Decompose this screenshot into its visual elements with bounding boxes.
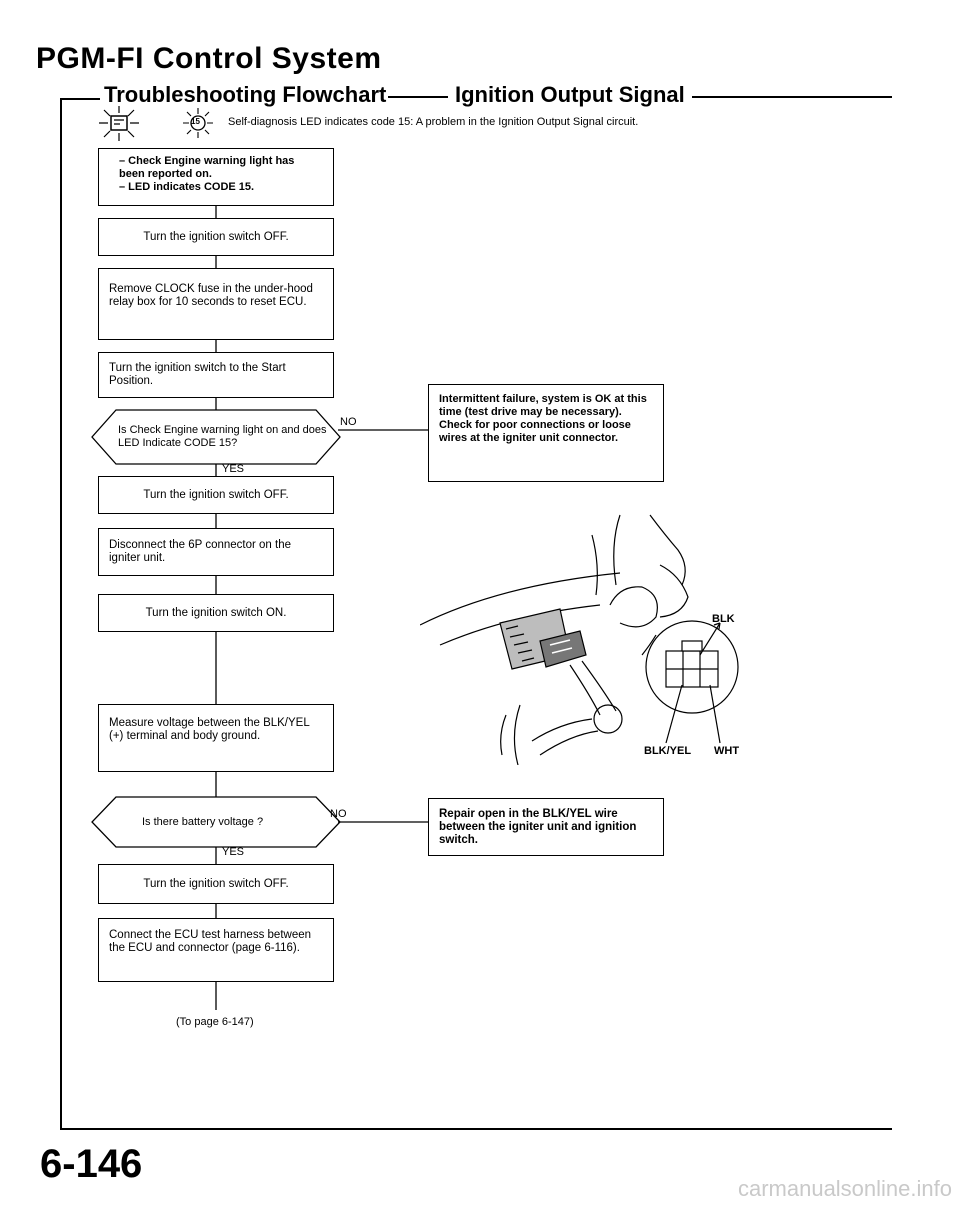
label-wht: WHT (714, 745, 740, 757)
section-title: Troubleshooting Flowchart (104, 82, 387, 107)
step-ignition-off-1: Turn the ignition switch OFF. (98, 218, 334, 256)
decision-1-yes-label: YES (222, 463, 245, 475)
to-page-reference: (To page 6-147) (176, 1016, 254, 1028)
step-ignition-on: Turn the ignition switch ON. (98, 594, 334, 632)
decision-battery-voltage: Is there battery voltage ? (142, 816, 264, 828)
section-subtitle: Ignition Output Signal (455, 82, 685, 107)
step-disconnect-6p: Disconnect the 6P connector on the igniter unit. (98, 528, 334, 576)
decision-2-no-label: NO (330, 808, 347, 820)
step-ignition-off-3: Turn the ignition switch OFF. (98, 864, 334, 904)
led-code-number: 15 (191, 117, 200, 126)
step-connect-ecu-harness: Connect the ECU test harness between the ECU and connector (page 6-116). (98, 918, 334, 982)
label-blk-yel: BLK/YEL (644, 745, 692, 757)
step-remove-clock-fuse: Remove CLOCK fuse in the under-hood relay box for 10 seconds to reset ECU. (98, 268, 334, 340)
result-repair-open: Repair open in the BLK/YEL wire between the igniter unit and ignition switch. (428, 798, 664, 856)
decision-1-no-label: NO (340, 416, 357, 428)
step-measure-voltage: Measure voltage between the BLK/YEL (+) terminal and body ground. (98, 704, 334, 772)
decision-code-15: Is Check Engine warning light on and does LED Indicate CODE 15? (118, 424, 327, 449)
decision-2-yes-label: YES (222, 846, 245, 858)
step-ignition-off-2: Turn the ignition switch OFF. (98, 476, 334, 514)
page-number: 6-146 (40, 1142, 143, 1186)
label-blk: BLK (712, 613, 735, 625)
igniter-unit-illustration (420, 505, 770, 765)
page-title: PGM-FI Control System (36, 42, 382, 75)
code-note: Self-diagnosis LED indicates code 15: A problem in the Ignition Output Signal circuit. (228, 116, 639, 128)
step-check-engine-light: – Check Engine warning light has been reported on. – LED indicates CODE 15. (98, 148, 334, 206)
watermark: carmanualsonline.info (737, 1176, 952, 1201)
step-ignition-start: Turn the ignition switch to the Start Position. (98, 352, 334, 398)
result-intermittent-failure: Intermittent failure, system is OK at this time (test drive may be necessary). Check for poor connections or loose wires at the igniter unit connector. (428, 384, 664, 482)
